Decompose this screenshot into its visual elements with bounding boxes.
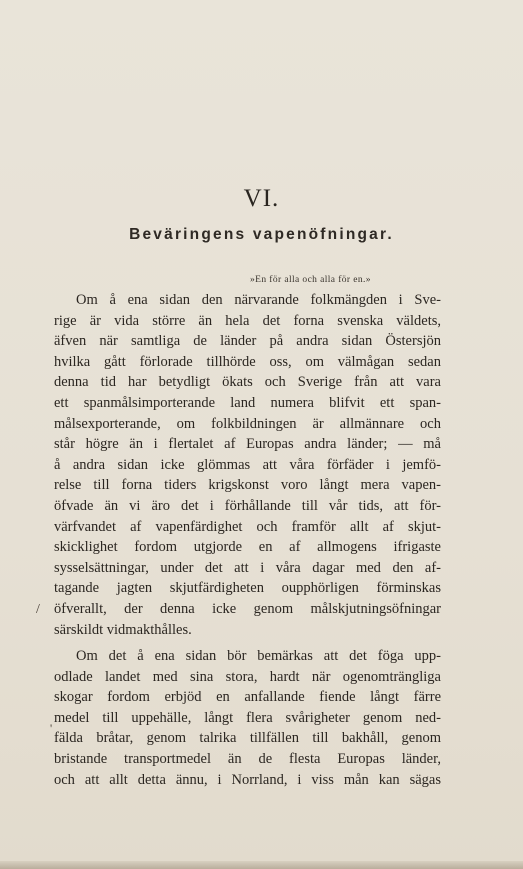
text-line: denna tid har betydligt ökats och Sverige från att vara	[54, 374, 441, 391]
paragraph-2	[54, 646, 441, 790]
paragraph-1	[54, 290, 441, 640]
text-line: Om å ena sidan den närvarande folkmängden i Sve-	[76, 292, 441, 308]
body-text	[54, 290, 441, 790]
text-line: öfverallt, der denna icke genom målskjutningsöfningar	[54, 600, 441, 617]
chapter-number: VI.	[243, 185, 280, 212]
text-line: öfvade än vi äro det i förhållande till vår tids, att för-	[54, 497, 441, 514]
text-line: skogar fordom erbjöd en anfallande fiende långt färre	[54, 689, 441, 706]
page-bottom-edge	[0, 861, 523, 869]
text-line: sysselsättningar, under det att i våra dagar med den af-	[54, 559, 441, 576]
text-line: Om det å ena sidan bör bemärkas att det föga upp-	[76, 648, 441, 665]
pencil-margin-mark: /	[36, 602, 40, 617]
text-line: relse till forna tiders krigskonst voro långt mera vapen-	[54, 477, 441, 494]
epigraph: »En för alla och alla för en.»	[250, 275, 371, 285]
chapter-title: Beväringens vapenöfningar.	[129, 226, 394, 243]
text-line: fälda bråtar, genom talrika tillfällen till bakhåll, genom	[54, 730, 441, 747]
text-line: medel till uppehälle, långt flera svårigheter genom ned-	[54, 709, 441, 726]
text-line: bristande transportmedel än de flesta Europas länder,	[54, 751, 441, 768]
text-line: målsexporterande, om folkbildningen är allmännare och	[54, 415, 441, 432]
text-line: står högre än i flertalet af Europas andra länder; — må	[54, 436, 441, 453]
text-line: och att allt detta ännu, i Norrland, i viss mån kan sägas	[54, 771, 441, 788]
text-line: skicklighet fordom utgjorde en af allmogens ifrigaste	[54, 539, 441, 556]
text-line: värfvandet af vapenfärdighet och framför allt af skjut-	[54, 518, 441, 535]
text-line: ett spanmålsimporterande land numera blifvit ett span-	[54, 394, 441, 411]
text-line: hvilka gått förlorade tillhörde oss, om välmågan sedan	[54, 353, 441, 370]
text-line: å andra sidan icke glömmas att våra förfäder i jemfö-	[54, 456, 441, 473]
text-line: odlade landet med sina stora, hardt när ogenomträngliga	[54, 668, 441, 685]
text-line: rige är vida större än hela det forna svenska väldets,	[54, 312, 441, 329]
pencil-margin-tick: '	[50, 721, 53, 735]
text-line: särskildt vidmakthålles.	[54, 621, 192, 638]
text-line: tagande jagten skjutfärdigheten oupphörligen förminskas	[54, 580, 441, 597]
text-line: äfven när samtliga de länder på andra sidan Östersjön	[54, 333, 441, 350]
